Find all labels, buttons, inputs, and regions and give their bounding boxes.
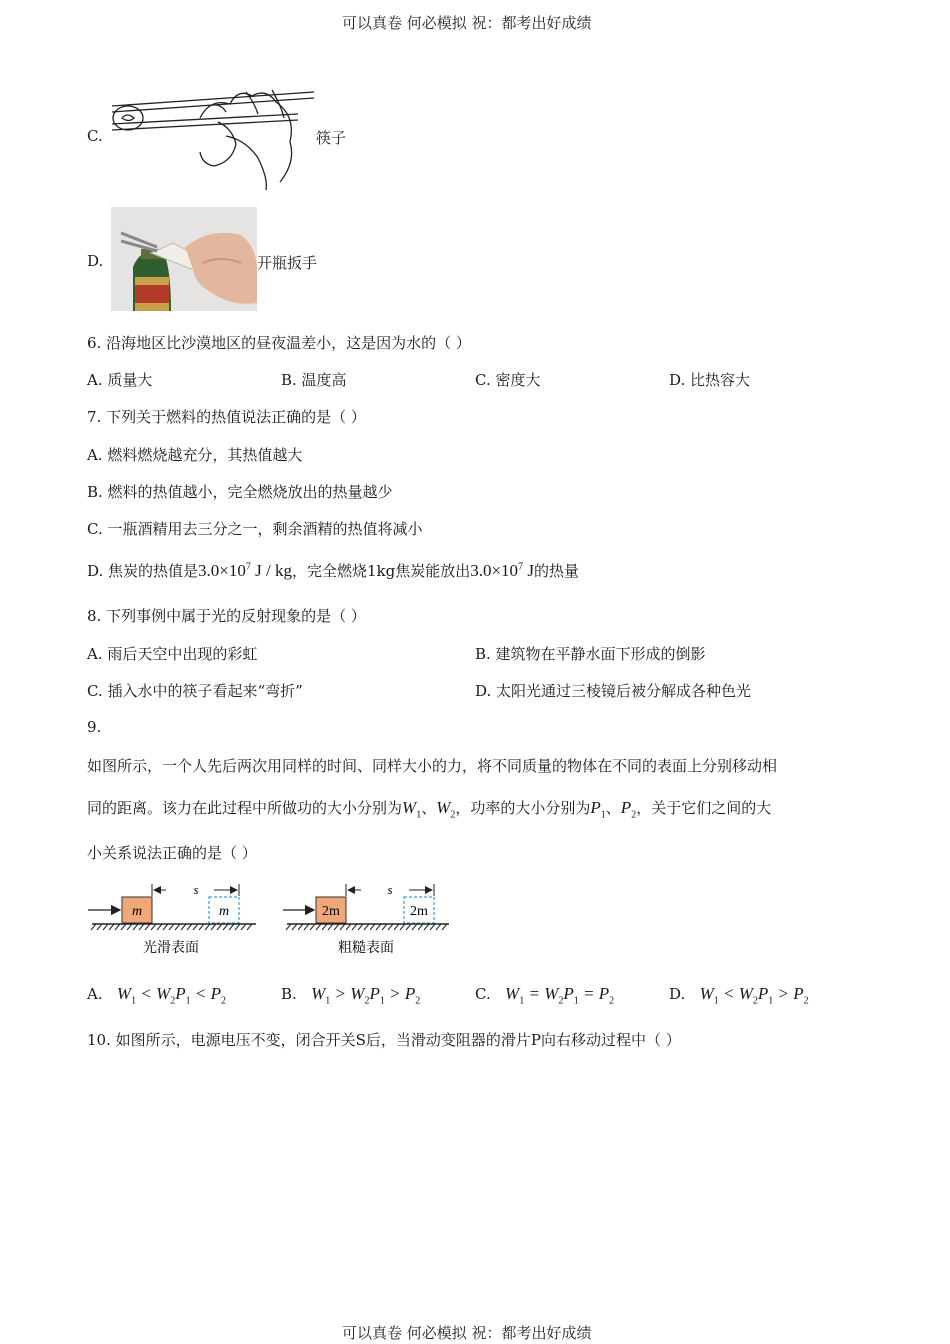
q5-option-d-label: 开瓶扳手 xyxy=(257,254,318,272)
q6-option-a: A. 质量大 xyxy=(87,371,153,389)
q9-line-2: 同的距离。该力在此过程中所做功的大小分别为$W_1$、$W_2$，功率的大小分别为$P_1$、$P_2$，关于它们之间的大 xyxy=(87,798,772,821)
q9-line-2-a: 同的距离。该力在此过程中所做功的大小分别为 xyxy=(87,799,403,817)
q9-line-2-b: ，功率的大小分别为 xyxy=(455,799,591,817)
q9-left-block-mass: m xyxy=(131,904,143,919)
q9-line-1: 如图所示，一个人先后两次用同样的时间、同样大小的力，将不同质量的物体在不同的表面上分别移动相 xyxy=(87,757,778,775)
q9-option-b-op1: > xyxy=(334,984,347,1003)
q7-d-unit1: J / kg xyxy=(250,561,292,580)
q9-option-b: B. $W_1 > W_2P_1 > P_2$ xyxy=(281,984,421,1007)
q9-option-c-op1: = xyxy=(528,984,540,1003)
chopsticks-image xyxy=(108,78,318,190)
q9-right-moved-mass: 2m xyxy=(410,904,428,919)
q5-option-d-letter: D. xyxy=(87,252,104,270)
q7-option-a: A. 燃料燃烧越充分，其热值越大 xyxy=(87,446,303,464)
q9-right-caption: 粗糙表面 xyxy=(338,940,394,956)
q9-number: 9. xyxy=(87,718,102,736)
q9-left-moved-mass: m xyxy=(218,904,230,919)
q7-stem: 7. 下列关于燃料的热值说法正确的是（ ） xyxy=(87,408,366,426)
q7-d-prefix: D. 焦炭的热值是 xyxy=(87,562,199,580)
q7-d-middle: ，完全燃烧1kg焦炭能放出 xyxy=(291,562,471,580)
q6-stem: 6. 沿海地区比沙漠地区的昼夜温差小，这是因为水的（ ） xyxy=(87,334,471,352)
q8-stem: 8. 下列事例中属于光的反射现象的是（ ） xyxy=(87,607,366,625)
q9-p2-symbol: $P_2$ xyxy=(620,798,637,821)
bottle-opener-image xyxy=(111,207,257,311)
q5-option-c-letter: C. xyxy=(87,127,103,145)
q9-option-c-letter: C. xyxy=(475,985,491,1003)
q7-d-value1 xyxy=(198,561,292,580)
q9-option-a-letter: A. xyxy=(87,985,103,1003)
q9-line-3: 小关系说法正确的是（ ） xyxy=(87,844,257,862)
q9-option-a: A. $W_1 < W_2P_1 < P_2$ xyxy=(87,984,227,1007)
q7-d-unit2: J xyxy=(523,561,534,580)
q9-option-d-letter: D. xyxy=(669,985,686,1003)
q9-option-d-op2: > xyxy=(777,984,790,1003)
q7-option-d xyxy=(87,560,579,581)
q6-option-c: C. 密度大 xyxy=(475,371,541,389)
q7-d-mantissa1: 3.0×10 xyxy=(198,561,246,580)
q9-option-c: C. $W_1 = W_2P_1 = P_2$ xyxy=(475,984,615,1007)
q9-smooth-surface-figure xyxy=(86,880,266,960)
q9-left-caption: 光滑表面 xyxy=(143,940,199,956)
q9-w2-symbol: $W_2$ xyxy=(436,798,456,821)
page-header: 可以真卷 何必模拟 祝：都考出好成绩 xyxy=(342,14,592,32)
q9-rough-surface-figure xyxy=(281,880,456,960)
q5-option-c-label: 筷子 xyxy=(316,129,347,147)
q9-option-d: D. $W_1 < W_2P_1 > P_2$ xyxy=(669,984,809,1007)
q9-option-d-op1: < xyxy=(723,984,735,1003)
q8-option-b: B. 建筑物在平静水面下形成的倒影 xyxy=(475,645,706,663)
q9-right-block-mass: 2m xyxy=(322,904,340,919)
q6-option-b: B. 温度高 xyxy=(281,371,347,389)
q9-option-b-letter: B. xyxy=(281,985,297,1003)
q7-d-value2 xyxy=(470,561,534,580)
q8-option-a: A. 雨后天空中出现的彩虹 xyxy=(87,645,258,663)
q9-w-symbols: $W_1$ xyxy=(402,798,422,821)
q9-option-b-op2: > xyxy=(389,984,401,1003)
q8-option-d: D. 太阳光通过三棱镜后被分解成各种色光 xyxy=(475,682,752,700)
q9-p1-symbol: $P_1$ xyxy=(590,798,606,821)
q8-option-c: C. 插入水中的筷子看起来“弯折” xyxy=(87,682,303,700)
page-footer: 可以真卷 何必模拟 祝：都考出好成绩 xyxy=(342,1324,592,1342)
q9-right-distance: s xyxy=(387,882,393,897)
q7-d-exponent1: 7 xyxy=(245,561,251,573)
q7-d-mantissa2: 3.0×10 xyxy=(470,561,519,580)
q7-d-exponent2: 7 xyxy=(518,561,524,573)
q9-line-2-c: ，关于它们之间的大 xyxy=(636,799,772,817)
q9-option-c-op2: = xyxy=(583,984,595,1003)
q7-d-suffix: 的热量 xyxy=(533,562,579,580)
q6-option-d: D. 比热容大 xyxy=(669,371,751,389)
q7-option-b: B. 燃料的热值越小，完全燃烧放出的热量越少 xyxy=(87,483,393,501)
q9-option-a-op1: < xyxy=(140,984,152,1003)
q7-option-c: C. 一瓶酒精用去三分之一，剩余酒精的热值将减小 xyxy=(87,520,423,538)
q9-option-a-op2: < xyxy=(194,984,207,1003)
q9-left-distance: s xyxy=(193,882,199,897)
q10-stem: 10. 如图所示，电源电压不变，闭合开关S后，当滑动变阻器的滑片P向右移动过程中（ ） xyxy=(87,1031,681,1049)
